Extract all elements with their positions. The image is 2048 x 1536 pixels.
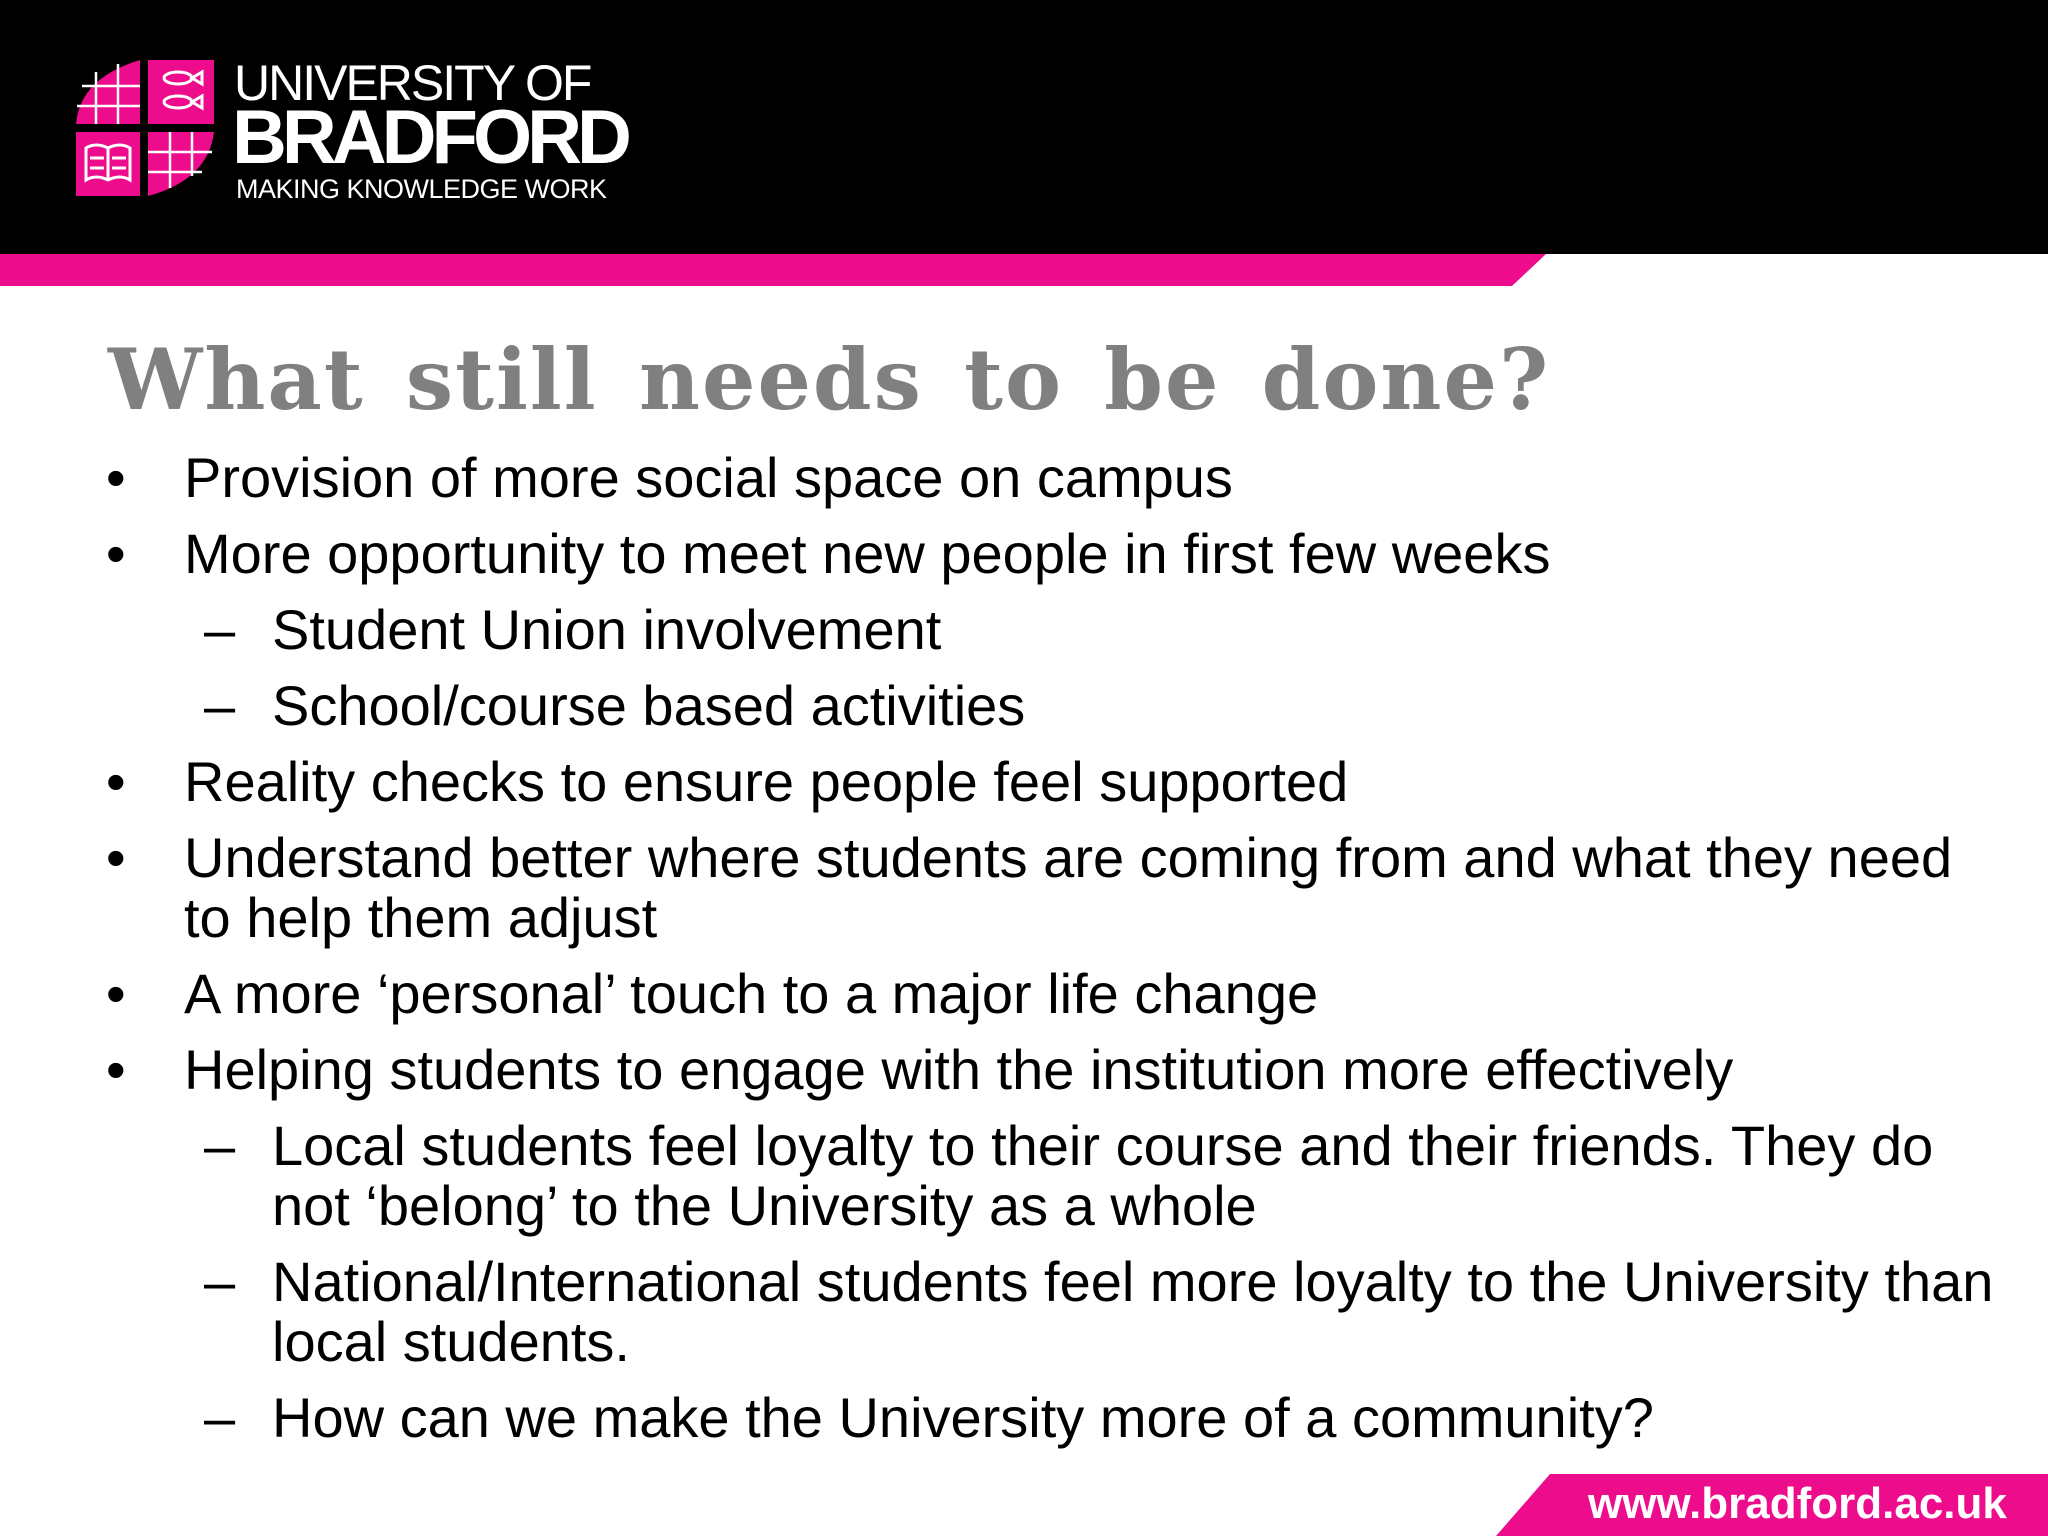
logo-tagline: MAKING KNOWLEDGE WORK <box>236 174 607 204</box>
dash-marker: – <box>204 1114 236 1177</box>
bullet-item <box>104 752 2004 812</box>
bullet-marker: • <box>106 962 126 1025</box>
bullet-list <box>104 448 2004 1464</box>
dash-marker: – <box>204 1250 236 1313</box>
sub-bullet-item <box>104 676 2004 736</box>
bullet-text: School/course based activities <box>272 674 1026 737</box>
sub-bullet-item <box>104 1252 2004 1372</box>
logo-university-of: UNIVERSITY OF <box>234 55 591 111</box>
dash-marker: – <box>204 1386 236 1449</box>
bullet-text: Student Union involvement <box>272 598 942 661</box>
bullet-text: A more ‘personal’ touch to a major life change <box>184 962 1319 1025</box>
sub-bullet-item <box>104 1116 2004 1236</box>
bullet-item <box>104 1040 2004 1100</box>
bullet-marker: • <box>106 522 126 585</box>
sub-bullet-item <box>104 600 2004 660</box>
bullet-item <box>104 524 2004 584</box>
bullet-item <box>104 828 2004 948</box>
dash-marker: – <box>204 674 236 737</box>
header-accent-stripe <box>0 254 2048 286</box>
bullet-text: Local students feel loyalty to their course and their friends. They do not ‘belong’ to the University as a whole <box>272 1114 1934 1237</box>
bullet-marker: • <box>106 826 126 889</box>
university-crest-icon <box>74 58 216 198</box>
bullet-text: Understand better where students are coming from and what they need to help them adjust <box>184 826 1953 949</box>
bullet-marker: • <box>106 1038 126 1101</box>
bullet-text: More opportunity to meet new people in first few weeks <box>184 522 1551 585</box>
bullet-text: How can we make the University more of a community? <box>272 1386 1654 1449</box>
bullet-text: Provision of more social space on campus <box>184 446 1233 509</box>
dash-marker: – <box>204 598 236 661</box>
sub-bullet-item <box>104 1388 2004 1448</box>
bullet-text: Helping students to engage with the institution more effectively <box>184 1038 1734 1101</box>
logo-bradford: BRADFORD <box>232 95 627 180</box>
bullet-text: Reality checks to ensure people feel supported <box>184 750 1349 813</box>
footer-website-link[interactable]: www.bradford.ac.uk <box>1588 1479 2007 1528</box>
bullet-marker: • <box>106 750 126 813</box>
bullet-marker: • <box>106 446 126 509</box>
bullet-text: National/International students feel more loyalty to the University than local students. <box>272 1250 1994 1373</box>
slide-title: What still needs to be done? <box>108 330 1551 429</box>
bullet-item <box>104 964 2004 1024</box>
university-logo[interactable] <box>74 56 634 206</box>
bullet-item <box>104 448 2004 508</box>
